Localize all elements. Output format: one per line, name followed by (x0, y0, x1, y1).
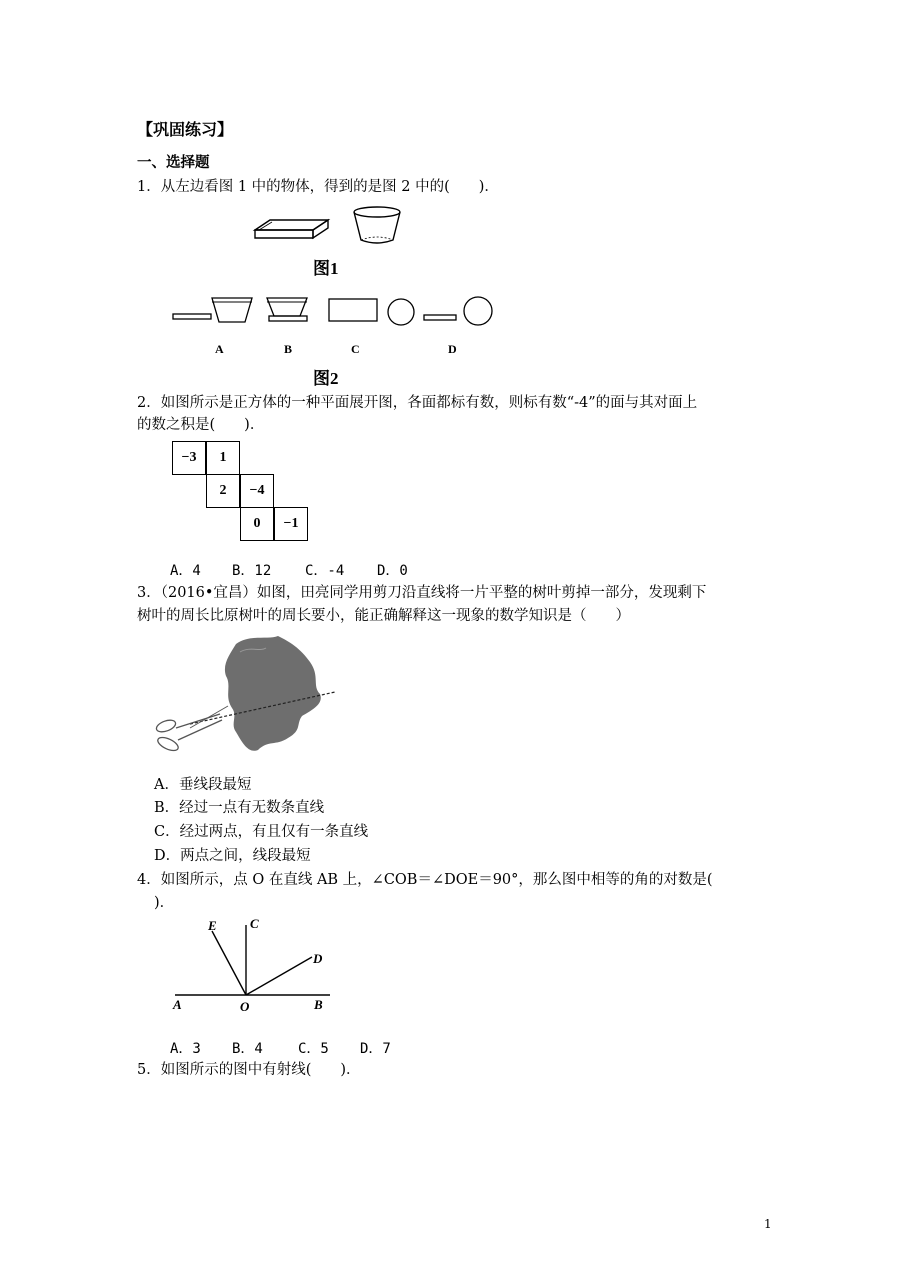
fig2-label-b: B (284, 342, 293, 356)
q4-option-a: A．3 (170, 1041, 201, 1057)
figure-1 (250, 203, 410, 253)
q3-option-d: D．两点之间，线段最短 (154, 848, 311, 864)
figure-2 (170, 295, 500, 330)
q3-option-b: B．经过一点有无数条直线 (154, 800, 325, 816)
q4-option-d: D．7 (360, 1041, 391, 1057)
question-2-line-2: 的数之积是( )． (137, 417, 265, 433)
q2-option-b: B．12 (232, 563, 272, 579)
question-3-line-1: 3．（2016•宜昌）如图，田亮同学用剪刀沿直线将一片平整的树叶剪掉一部分，发现剩下 (137, 585, 707, 601)
q2-option-a: A．4 (170, 563, 201, 579)
net-cell: 1 (206, 441, 240, 475)
q2-option-d: D．0 (377, 563, 408, 579)
section-title: 【巩固练习】 (137, 120, 234, 139)
part-title: 一、选择题 (137, 154, 210, 171)
q2-option-c: C．-4 (305, 563, 345, 579)
q3-option-a: A．垂线段最短 (154, 777, 252, 793)
question-4-line-2: )． (154, 895, 175, 911)
point-o-label: O (240, 999, 250, 1014)
net-cell: −3 (172, 441, 206, 475)
question-5-text: 5．如图所示的图中有射线( )． (137, 1062, 361, 1078)
page-number: 1 (764, 1217, 772, 1231)
figure-1-caption: 图1 (313, 259, 339, 278)
point-b-label: B (314, 997, 323, 1012)
net-cell: 0 (240, 507, 274, 541)
net-cell: −4 (240, 474, 274, 508)
leaf-scissors-figure (150, 632, 340, 762)
fig2-label-d: D (448, 342, 457, 356)
fig2-label-c: C (351, 342, 360, 356)
net-cell: −1 (274, 507, 308, 541)
q4-option-b: B．4 (232, 1041, 263, 1057)
question-3-line-2: 树叶的周长比原树叶的周长要小，能正确解释这一现象的数学知识是（ ） (137, 608, 630, 624)
figure-2-caption: 图2 (313, 369, 339, 388)
net-cell: 2 (206, 474, 240, 508)
q4-option-c: C．5 (298, 1041, 329, 1057)
q3-option-c: C．经过两点，有且仅有一条直线 (154, 824, 369, 840)
fig2-label-a: A (215, 342, 224, 356)
question-4-line-1: 4．如图所示，点 O 在直线 AB 上，∠COB＝∠DOE＝90°，那么图中相等的角的对数是( (137, 872, 713, 888)
point-d-label: D (313, 951, 323, 966)
question-2-line-1: 2．如图所示是正方体的一种平面展开图，各面都标有数，则标有数“-4”的面与其对面上 (137, 395, 698, 411)
point-e-label: E (208, 918, 217, 933)
point-a-label: A (173, 997, 182, 1012)
question-1-text: 1．从左边看图 1 中的物体，得到的是图 2 中的( )． (137, 179, 499, 195)
point-c-label: C (250, 916, 259, 931)
